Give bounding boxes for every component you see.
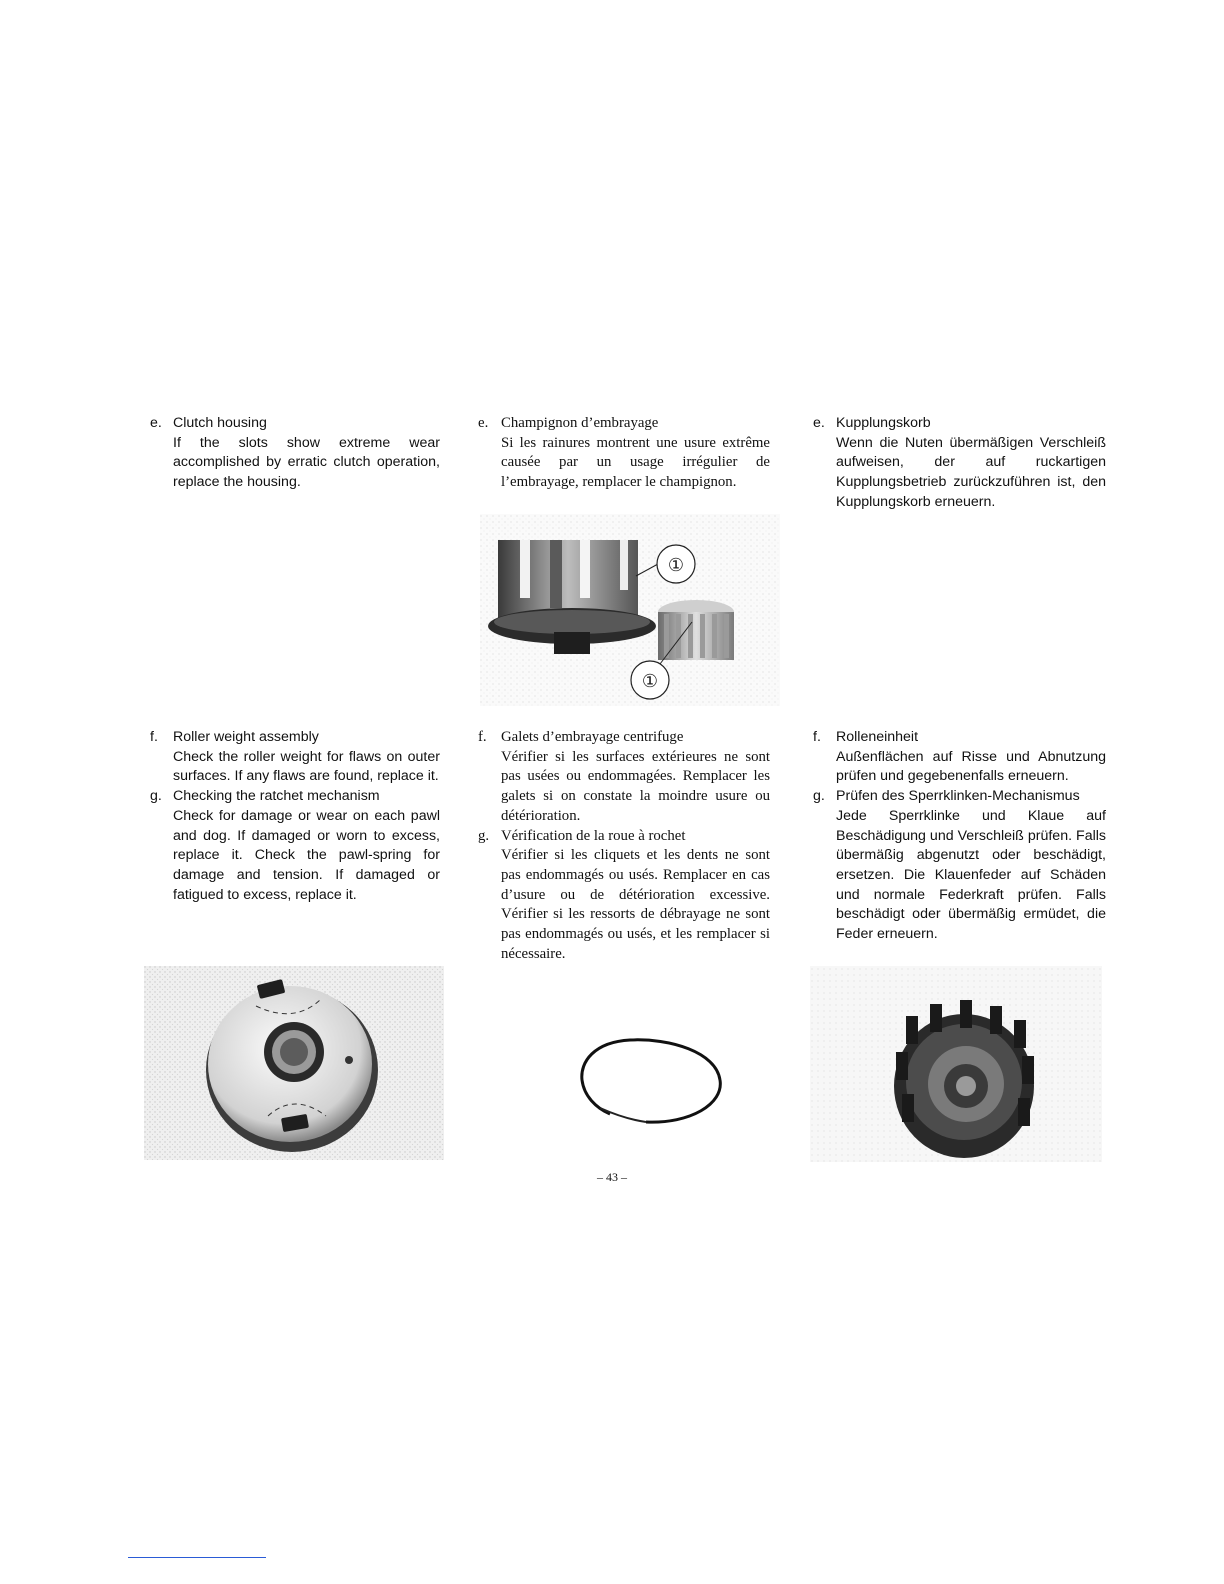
section-marker: e.	[150, 415, 162, 431]
section-title: Checking the ratchet mechanism	[173, 788, 380, 805]
roller-weight-photo	[144, 966, 444, 1160]
section-title: Vérification de la roue à rochet	[501, 827, 686, 844]
section-marker: f.	[150, 729, 158, 745]
pawl-spring-photo	[500, 1000, 760, 1160]
section-body: Vérifier si les cliquets et les dents ne sont pas endommagés ou usés. Remplacer en cas d’usure ou de détérioration excessive. Vérifier si les ressorts de débrayage ne sont pas endommagés ou usés, et les remplacer si nécessaire.	[501, 847, 770, 962]
footer-rule	[128, 1557, 266, 1558]
ratchet-mechanism-photo	[810, 966, 1102, 1162]
english-section-e	[150, 414, 440, 493]
section-title: Rolleneinheit	[836, 729, 919, 745]
section-marker: f.	[813, 729, 821, 745]
section-title: Prüfen des Sperrklinken-Mechanismus	[836, 788, 1080, 805]
section-marker: e.	[478, 415, 489, 431]
section-body: Check for damage or wear on each pawl and dog. If damaged or worn to excess, replace it. Check the pawl-spring for damage and tension. If damaged or fatigued to excess, replace it.	[173, 807, 440, 903]
german-section-f-g	[813, 728, 1106, 945]
english-section-f-g	[150, 728, 440, 905]
french-section-f-g	[478, 728, 770, 964]
section-marker: g.	[478, 827, 490, 844]
section-marker: g.	[813, 788, 825, 805]
section-title: Kupplungskorb	[836, 415, 931, 431]
page-number: – 43 –	[597, 1170, 627, 1184]
callout-label-top: ①	[667, 555, 685, 576]
section-title: Roller weight assembly	[173, 729, 319, 745]
french-section-e	[478, 414, 770, 493]
callout-label-bottom: ①	[641, 671, 659, 692]
section-title: Galets d’embrayage centrifuge	[501, 729, 684, 745]
section-body: Vérifier si les surfaces extérieures ne sont pas usées ou endommagées. Remplacer les galets si on constate la moindre usure ou détérioration.	[501, 748, 770, 824]
section-body: Wenn die Nuten übermäßigen Verschleiß aufweisen, der auf ruckartigen Kupplungsbetrieb zurückzuführen ist, den Kupplungskorb erneuern.	[836, 434, 1106, 510]
section-body: Si les rainures montrent une usure extrême causée par un usage irrégulier de l’embrayage, remplacer le champignon.	[501, 434, 770, 491]
section-body: Jede Sperrklinke und Klaue auf Beschädigung und Verschleiß prüfen. Falls übermäßig abgenutzt oder beschädigt, ersetzen. Die Klauenfeder auf Schäden und normale Federkraft prüfen. Falls beschädigt oder übermäßig ermüdet, die Feder erneuern.	[836, 807, 1106, 943]
section-body: Check the roller weight for flaws on outer surfaces. If any flaws are found, replace it.	[173, 748, 440, 785]
clutch-housing-photo	[480, 514, 780, 706]
section-body: If the slots show extreme wear accomplished by erratic clutch operation, replace the housing.	[173, 434, 440, 491]
section-title: Champignon d’embrayage	[501, 415, 659, 431]
section-body: Außenflächen auf Risse und Abnutzung prüfen und gegebenenfalls erneuern.	[836, 748, 1106, 785]
german-section-e	[813, 414, 1106, 513]
section-marker: e.	[813, 415, 825, 431]
section-title: Clutch housing	[173, 415, 267, 431]
section-marker: g.	[150, 788, 162, 805]
section-marker: f.	[478, 729, 487, 745]
